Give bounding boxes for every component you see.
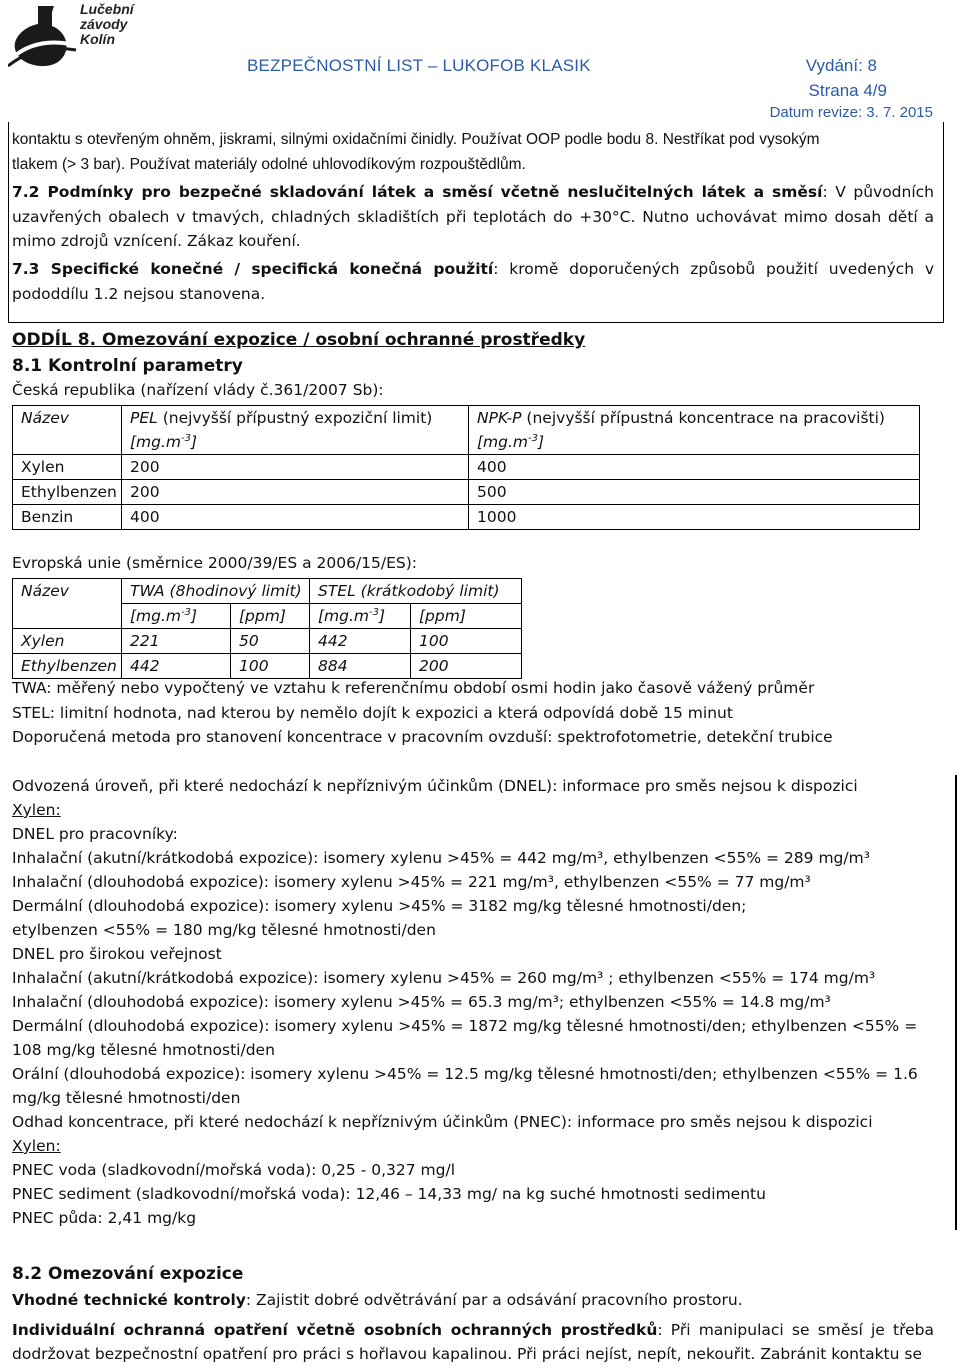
table-row bbox=[13, 505, 920, 530]
dnel-xylen-label: Xylen: bbox=[12, 801, 61, 819]
unit-ppm: [ppm] bbox=[231, 604, 310, 629]
issue-number: Vydání: 8 bbox=[805, 56, 877, 75]
dnel-workers-label: DNEL pro pracovníky: bbox=[12, 825, 178, 843]
dnel-line: Inhalační (akutní/krátkodobá expozice): isomery xylenu >45% = 260 mg/m³ ; ethylbenzen <55% = 174 mg/m³ bbox=[12, 969, 876, 987]
cell-stel-ppm: 200 bbox=[411, 654, 522, 679]
pnec-xylen-label: Xylen: bbox=[12, 1137, 61, 1155]
col-pel-header: PEL (nejvyšší přípustný expoziční limit) $[mg.m^{-3}]$ bbox=[122, 406, 469, 455]
unit-mg: $[mg.m^{-3}]$ bbox=[310, 604, 411, 629]
cell-name: Ethylbenzen bbox=[13, 654, 122, 679]
stel-definition: STEL: limitní hodnota, nad kterou by nemělo dojít k expozici a která odpovídá době 15 minut bbox=[12, 704, 733, 722]
unit-mg: $[mg.m^{-3}]$ bbox=[122, 604, 231, 629]
section-8-2-heading: 8.2 Omezování expozice bbox=[12, 1264, 244, 1284]
page-number: Strana 4/9 bbox=[808, 81, 887, 100]
dnel-line: Inhalační (dlouhodobá expozice): isomery xylenu >45% = 65.3 mg/m³; ethylbenzen <55% = 14.8 mg/m³ bbox=[12, 993, 831, 1011]
dnel-public-label: DNEL pro širokou veřejnost bbox=[12, 945, 222, 963]
section-7-3-text: : kromě doporučených způsobů použití uvedených v pododdílu 1.2 nejsou stanovena. bbox=[12, 260, 934, 303]
eu-directive-label: Evropská unie (směrnice 2000/39/ES a 2006/15/ES): bbox=[12, 554, 418, 572]
dnel-line: Dermální (dlouhodobá expozice): isomery xylenu >45% = 1872 mg/kg tělesné hmotnosti/den; ethylbenzen <55% = bbox=[12, 1017, 918, 1035]
cz-regulation-label: Česká republika (nařízení vlády č.361/2007 Sb): bbox=[12, 381, 384, 399]
dnel-line: etylbenzen <55% = 180 mg/kg tělesné hmotnosti/den bbox=[12, 921, 436, 939]
cell-twa-ppm: 50 bbox=[231, 629, 310, 654]
cell-npk: 500 bbox=[469, 480, 920, 505]
col-stel-header: STEL (krátkodobý limit) bbox=[310, 579, 522, 604]
pnec-line: PNEC voda (sladkovodní/mořská voda): 0,25 - 0,327 mg/l bbox=[12, 1161, 455, 1179]
document-title: BEZPEČNOSTNÍ LIST – LUKOFOB KLASIK bbox=[247, 56, 591, 75]
ppe-text: : Při manipulaci se směsí je třeba dodržovat bezpečnostní opatření pro práci s hořlavou kapalinou. Při práci nejíst, nepít, nekouřit. Zabránit kontaktu se bbox=[12, 1321, 934, 1363]
col-name-header: Název bbox=[13, 406, 122, 455]
pnec-line: PNEC sediment (sladkovodní/mořská voda): 12,46 – 14,33 mg/ na kg suché hmotnosti sedimentu bbox=[12, 1185, 766, 1203]
pnec-intro: Odhad koncentrace, při které nedochází k nepříznivým účinkům (PNEC): informace pro směs nejsou k dispozici bbox=[12, 1113, 873, 1131]
col-twa-header: TWA (8hodinový limit) bbox=[122, 579, 310, 604]
pnec-line: PNEC půda: 2,41 mg/kg bbox=[12, 1209, 197, 1227]
table-header-row bbox=[13, 406, 920, 455]
table-row bbox=[13, 629, 522, 654]
cell-name: Ethylbenzen bbox=[13, 480, 122, 505]
technical-controls-heading: Vhodné technické kontroly bbox=[12, 1291, 246, 1309]
cell-name: Xylen bbox=[13, 455, 122, 480]
eu-limits-table bbox=[12, 578, 522, 679]
cell-stel-ppm: 100 bbox=[411, 629, 522, 654]
flask-logo-icon bbox=[8, 0, 78, 70]
col-name-header: Název bbox=[13, 579, 122, 629]
cell-npk: 1000 bbox=[469, 505, 920, 530]
dnel-line: Inhalační (dlouhodobá expozice): isomery xylenu >45% = 221 mg/m³, ethylbenzen <55% = 77 mg/m³ bbox=[12, 873, 811, 891]
section-7-3-heading: 7.3 Specifické konečné / specifická konečná použití bbox=[12, 260, 494, 278]
cell-twa-ppm: 100 bbox=[231, 654, 310, 679]
dnel-line: mg/kg tělesné hmotnosti/den bbox=[12, 1089, 241, 1107]
cell-stel-mg: 884 bbox=[310, 654, 411, 679]
cell-twa-mg: 442 bbox=[122, 654, 231, 679]
cell-pel: 400 bbox=[122, 505, 469, 530]
table-header-row bbox=[13, 579, 522, 604]
cell-twa-mg: 221 bbox=[122, 629, 231, 654]
dnel-line: Orální (dlouhodobá expozice): isomery xylenu >45% = 12.5 mg/kg tělesné hmotnosti/den; ethylbenzen <55% = 1.6 bbox=[12, 1065, 918, 1083]
cell-name: Xylen bbox=[13, 629, 122, 654]
logo-wordmark: Lučební závody Kolín bbox=[80, 1, 134, 47]
cell-npk: 400 bbox=[469, 455, 920, 480]
section-8-2-1 bbox=[12, 1291, 942, 1309]
company-logo bbox=[8, 0, 148, 70]
section-8-heading: ODDÍL 8. Omezování expozice / osobní ochranné prostředky bbox=[12, 330, 586, 350]
dnel-line: 108 mg/kg tělesné hmotnosti/den bbox=[12, 1041, 275, 1059]
unit-ppm: [ppm] bbox=[411, 604, 522, 629]
section-8-1-heading: 8.1 Kontrolní parametry bbox=[12, 356, 243, 376]
cell-name: Benzin bbox=[13, 505, 122, 530]
technical-controls-text: : Zajistit dobré odvětrávání par a odsávání pracovního prostoru. bbox=[245, 1291, 743, 1309]
table-row bbox=[13, 455, 920, 480]
section7-continuation: kontaktu s otevřeným ohněm, jiskrami, silnými oxidačními činidly. Používat OOP podle bodu 8. Nestříkat pod vysokým tlakem (> 3 bar). Používat materiály odolné uhlovodíkovým rozpouštědlům. bbox=[12, 131, 820, 173]
section-7-2 bbox=[12, 180, 934, 254]
section-7-2-heading: 7.2 Podmínky pro bezpečné skladování látek a směsí včetně neslučitelných látek a směsí bbox=[12, 183, 823, 201]
section-7-3 bbox=[12, 257, 934, 306]
twa-definition: TWA: měřený nebo vypočtený ve vztahu k referenčnímu období osmi hodin jako časově vážený průměr bbox=[12, 679, 815, 697]
dnel-pnec-block bbox=[12, 774, 937, 1230]
cell-pel: 200 bbox=[122, 480, 469, 505]
dnel-line: Dermální (dlouhodobá expozice): isomery xylenu >45% = 3182 mg/kg tělesné hmotnosti/den; bbox=[12, 897, 747, 915]
section-8-2-2 bbox=[12, 1318, 934, 1366]
dnel-intro: Odvozená úroveň, při které nedochází k nepříznivým účinkům (DNEL): informace pro směs nejsou k dispozici bbox=[12, 777, 858, 795]
section-7-2-text: : V původních uzavřených obalech v tmavých, chladných skladištích při teplotách do +30°C. Nutno uchovávat mimo dosah dětí a mimo zdrojů vznícení. Zákaz kouření. bbox=[12, 183, 934, 250]
ppe-heading: Individuální ochranná opatření včetně osobních ochranných prostředků bbox=[12, 1321, 658, 1339]
measurement-method: Doporučená metoda pro stanovení koncentrace v pracovním ovzduší: spektrofotometrie, detekční trubice bbox=[12, 728, 833, 746]
col-npk-header: NPK-P (nejvyšší přípustná koncentrace na pracovišti) $[mg.m^{-3}]$ bbox=[469, 406, 920, 455]
cell-pel: 200 bbox=[122, 455, 469, 480]
table-row bbox=[13, 654, 522, 679]
table-row bbox=[13, 480, 920, 505]
revision-date: Datum revize: 3. 7. 2015 bbox=[769, 104, 933, 121]
cell-stel-mg: 442 bbox=[310, 629, 411, 654]
dnel-line: Inhalační (akutní/krátkodobá expozice): isomery xylenu >45% = 442 mg/m³, ethylbenzen <55% = 289 mg/m³ bbox=[12, 849, 870, 867]
revision-change-bar bbox=[955, 775, 957, 1230]
cz-limits-table bbox=[12, 405, 920, 530]
